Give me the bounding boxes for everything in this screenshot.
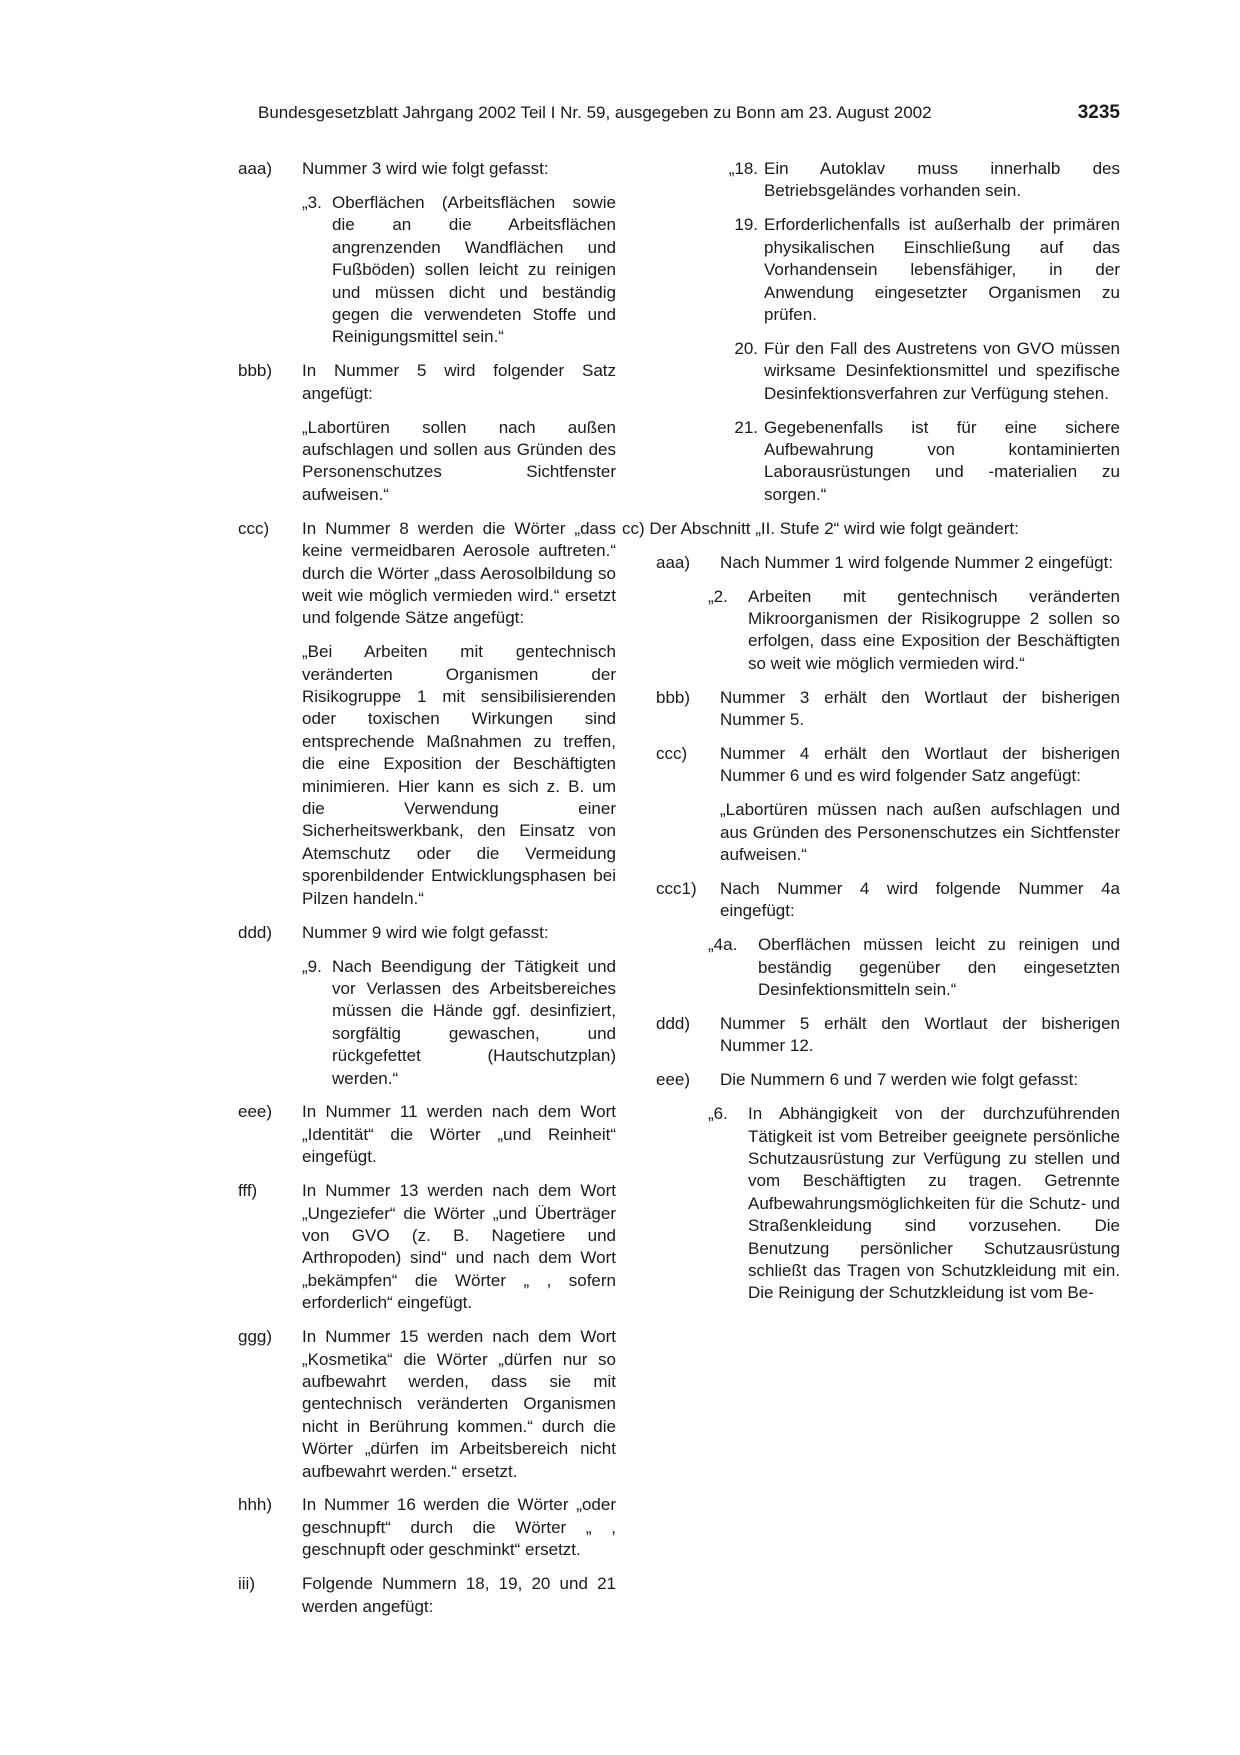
quote-text-ccc: „Bei Arbeiten mit gentechnisch veränderten Organismen der Risikogruppe 1 mit sensibilisierenden oder toxischen Wirkungen sind entsprechende Maßnahmen zu treffen, die eine Exposition der Beschäftigten minimieren. Hier kann es sich z. B. um die Verwendung einer Sicherheitswerkbank, den Einsatz von Atemschutz oder die Vermeidung sporenbildender Entwicklungsphasen bei Pilzen handeln.“: [302, 642, 616, 908]
item-iii: [238, 1573, 616, 1618]
item-ccc: [238, 518, 616, 630]
quote-number: „18.: [728, 159, 758, 178]
item-label: ddd): [238, 922, 273, 942]
item-label: hhh): [238, 1495, 273, 1515]
quote-text: Gegebenenfalls ist für eine sichere Aufbewahrung von kontaminierten Laborausrüstungen und -materialien zu sorgen.“: [764, 417, 1120, 504]
item-label: fff): [238, 1181, 258, 1201]
item-text: Nummer 9 wird wie folgt gefasst:: [302, 922, 549, 942]
item-text: Der Abschnitt „II. Stufe 2“ wird wie folgt geändert:: [649, 518, 1019, 538]
item-eee-right: [656, 1069, 1120, 1091]
item-label: bbb): [656, 687, 691, 707]
item-text: Nummer 5 erhält den Wortlaut der bisherigen Nummer 12.: [720, 1014, 1120, 1056]
quote-text-ccc-right: „Labortüren müssen nach außen aufschlagen und aus Gründen des Personenschutzes ein Sichtfenster aufweisen.“: [720, 800, 1120, 865]
item-label: aaa): [656, 552, 691, 572]
quote-text: In Abhängigkeit von der durchzuführenden Tätigkeit ist vom Betreiber geeignete persönliche Schutzausrüstung zur Verfügung zu stellen und vom Beschäftigten zu tragen. Getrennte Aufbewahrungsmöglichkeiten für die Schutz- und Straßenkleidung sind vorzusehen. Die Benutzung persönlicher Schutzausrüstung schließt das Tragen von Schutzkleidung mit ein. Die Reinigung der Schutzkleidung ist vom Be-: [748, 1104, 1120, 1303]
item-text: Nummer 4 erhält den Wortlaut der bisherigen Nummer 6 und es wird folgender Satz angefügt:: [720, 743, 1120, 786]
item-text: In Nummer 11 werden nach dem Wort „Identität“ die Wörter „und Reinheit“ eingefügt.: [302, 1102, 616, 1167]
item-text: In Nummer 5 wird folgender Satz angefügt:: [302, 361, 616, 403]
item-ddd-right: [656, 1013, 1120, 1058]
left-column: [238, 158, 616, 1629]
quote-number: „4a.: [708, 935, 738, 955]
item-label: ccc1): [656, 878, 697, 898]
item-ccc1-right: [656, 878, 1120, 923]
item-label: cc): [622, 518, 645, 538]
quote-item-20: [706, 338, 1120, 405]
page-number: 3235: [1077, 102, 1120, 123]
item-label: ggg): [238, 1327, 273, 1347]
item-label: ccc): [238, 518, 270, 538]
quote-text: Erforderlichenfalls ist außerhalb der primären physikalischen Einschließung auf das Vorhandensein lebensfähiger, in der Anwendung eingesetzter Organismen zu prüfen.: [764, 215, 1120, 324]
item-eee: [238, 1101, 616, 1168]
right-column: [622, 158, 1120, 1316]
item-bbb-right: [656, 687, 1120, 732]
quote-text: Für den Fall des Austretens von GVO müssen wirksame Desinfektionsmittel und spezifische Desinfektionsverfahren zur Verfügung stehen.: [764, 338, 1120, 403]
item-ggg: [238, 1326, 616, 1483]
quote-item-3: [238, 192, 616, 349]
item-ccc-right: [656, 743, 1120, 788]
item-text: Die Nummern 6 und 7 werden wie folgt gefasst:: [720, 1070, 1079, 1090]
item-text: In Nummer 13 werden nach dem Wort „Ungeziefer“ die Wörter „und Überträger von GVO (z. B. Nagetiere und Arthropoden) sind“ und nach dem Wort „bekämpfen“ die Wörter „ , sofern erforderlich“ eingefügt.: [302, 1181, 616, 1313]
quote-number: 20.: [734, 338, 758, 358]
quote-number: 19.: [734, 215, 758, 235]
item-label: eee): [238, 1102, 273, 1122]
item-text: In Nummer 15 werden nach dem Wort „Kosmetika“ die Wörter „dürfen nur so aufbewahrt werden, dass sie mit gentechnisch veränderten Organismen nicht in Berührung kommen.“ durch die Wörter „dürfen im Arbeitsbereich nicht aufbewahrt werden.“ ersetzt.: [302, 1327, 616, 1481]
item-text: Nach Nummer 4 wird folgende Nummer 4a eingefügt:: [720, 878, 1120, 921]
item-hhh: [238, 1494, 616, 1561]
item-cc: [622, 518, 1120, 540]
item-text: In Nummer 16 werden die Wörter „oder geschnupft“ durch die Wörter „ , geschnupft oder geschminkt“ ersetzt.: [302, 1495, 616, 1560]
quote-item-19: [706, 214, 1120, 326]
quote-item-6: [706, 1103, 1120, 1305]
quote-number: 21.: [734, 417, 758, 437]
quote-item-9: [238, 956, 616, 1090]
item-label: eee): [656, 1070, 691, 1090]
quote-number: „6.: [708, 1104, 728, 1124]
item-label: bbb): [238, 361, 273, 381]
quote-text: Nach Beendigung der Tätigkeit und vor Verlassen des Arbeitsbereiches müssen die Hände ggf. desinfiziert, sorgfältig gewaschen, und rückgefettet (Hautschutzplan) werden.“: [332, 956, 616, 1088]
quote-number: „3.: [302, 192, 322, 212]
quote-item-21: [706, 417, 1120, 507]
header-title: Bundesgesetzblatt Jahrgang 2002 Teil I Nr. 59, ausgegeben zu Bonn am 23. August 2002: [258, 103, 932, 122]
quote-number: „9.: [302, 956, 322, 976]
item-text: Nummer 3 erhält den Wortlaut der bisherigen Nummer 5.: [720, 687, 1120, 730]
item-aaa: [238, 158, 616, 180]
item-bbb: [238, 360, 616, 405]
item-fff: [238, 1180, 616, 1314]
item-label: ddd): [656, 1014, 691, 1033]
quote-text-bbb: „Labortüren sollen nach außen aufschlagen und sollen aus Gründen des Personenschutzes Sichtfenster aufweisen.“: [302, 417, 616, 504]
item-label: ccc): [656, 743, 688, 763]
item-text: Nummer 3 wird wie folgt gefasst:: [302, 159, 549, 178]
quote-text: Oberflächen (Arbeitsflächen sowie die an die Arbeitsflächen angrenzenden Wandflächen und Fußböden) sollen leicht zu reinigen und müssen dicht und beständig gegen die verwendeten Stoffe und Reinigungsmittel sein.“: [332, 192, 616, 347]
quote-item-4a: [706, 934, 1120, 1001]
quote-text: Ein Autoklav muss innerhalb des Betriebsgeländes vorhanden sein.: [764, 159, 1120, 201]
item-text: Folgende Nummern 18, 19, 20 und 21 werden angefügt:: [302, 1574, 616, 1616]
quote-item-18: [706, 158, 1120, 203]
page-header: [258, 100, 1120, 126]
item-aaa-right: [656, 552, 1120, 574]
item-text: In Nummer 8 werden die Wörter „dass keine vermeidbaren Aerosole auftreten.“ durch die Wörter „dass Aerosolbildung so weit wie möglich vermieden wird.“ ersetzt und folgende Sätze angefügt:: [302, 518, 616, 628]
item-label: iii): [238, 1574, 255, 1594]
quote-text: Arbeiten mit gentechnisch veränderten Mikroorganismen der Risikogruppe 2 sollen so erfolgen, dass eine Exposition der Beschäftigten so weit wie möglich vermieden wird.“: [748, 586, 1120, 673]
quote-number: „2.: [708, 586, 728, 606]
quote-text: Oberflächen müssen leicht zu reinigen und beständig gegenüber den eingesetzten Desinfektionsmitteln sein.“: [758, 935, 1120, 1000]
item-ddd: [238, 922, 616, 944]
quote-item-2: [706, 586, 1120, 676]
item-text: Nach Nummer 1 wird folgende Nummer 2 eingefügt:: [720, 552, 1114, 572]
item-label: aaa): [238, 159, 273, 178]
